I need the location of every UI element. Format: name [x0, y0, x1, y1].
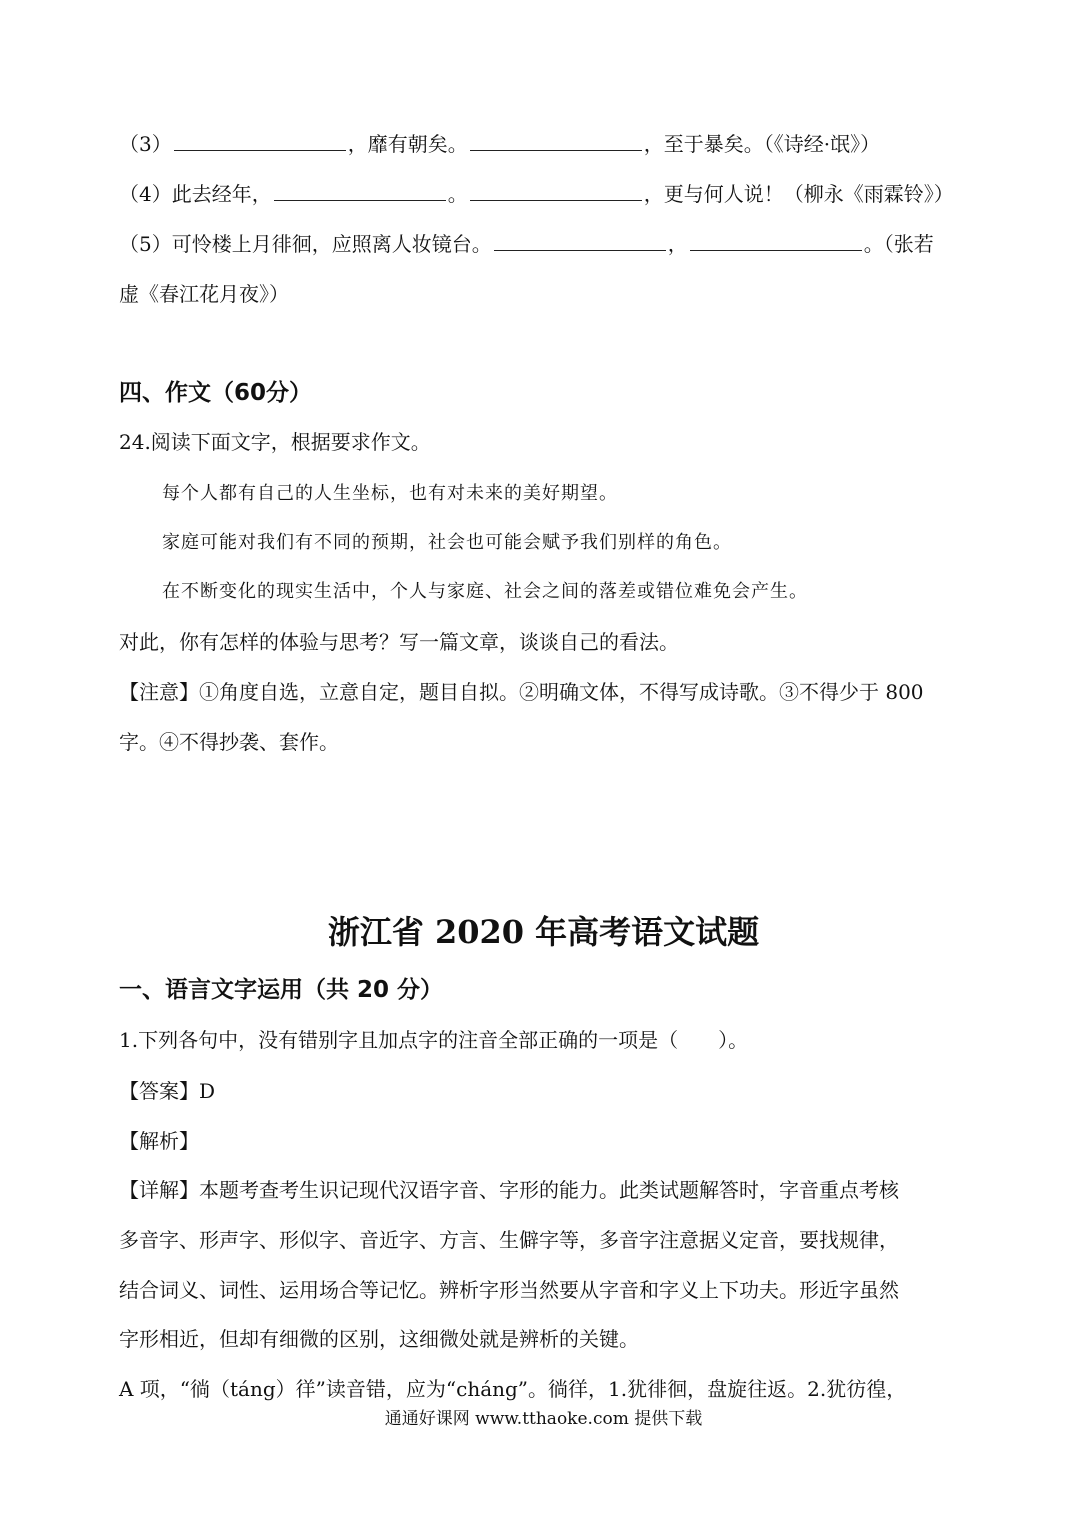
section-heading-language: 一、语言文字运用（共 20 分） [119, 977, 444, 1003]
poem-text: 。（张若 [863, 232, 934, 256]
material-paragraph: 在不断变化的现实生活中，个人与家庭、社会之间的落差或错位难免会产生。 [162, 581, 808, 602]
footer-text: 通通好课网 www.tthaoke.com 提供下载 [384, 1409, 703, 1429]
fill-in-line-5-cont: 虚《春江花月夜》） [119, 282, 289, 306]
question-1: 1.下列各句中，没有错别字且加点字的注音全部正确的一项是（ ）。 [119, 1028, 749, 1052]
detail-line: 多音字、形声字、形似字、音近字、方言、生僻字等，多音字注意据义定音，要找规律， [119, 1228, 899, 1252]
detail-line: 【详解】本题考查考生识记现代汉语字音、字形的能力。此类试题解答时，字音重点考核 [119, 1178, 899, 1202]
material-paragraph: 家庭可能对我们有不同的预期，社会也可能会赋予我们别样的角色。 [162, 532, 732, 553]
poem-text: ，靡有朝矣。 [347, 132, 468, 156]
answer-line: 【答案】D [119, 1079, 216, 1103]
detail-line: 结合词义、词性、运用场合等记忆。辨析字形当然要从字音和字义上下功夫。形近字虽然 [119, 1278, 899, 1302]
answer-blank [174, 130, 346, 151]
poem-text: ， [667, 232, 688, 256]
essay-prompt: 对此，你有怎样的体验与思考？写一篇文章，谈谈自己的看法。 [119, 630, 679, 654]
page-title: 浙江省 2020 年高考语文试题 [327, 913, 760, 951]
detail-line: 字形相近，但却有细微的区别，这细微处就是辨析的关键。 [119, 1327, 639, 1351]
fill-in-line-3 [119, 130, 969, 158]
poem-text: ，更与何人说！（柳永《雨霖铃》） [643, 182, 954, 206]
answer-blank [470, 130, 642, 151]
answer-blank [494, 230, 666, 251]
poem-text: ，至于暴矣。（《诗经·氓》） [643, 132, 881, 156]
fill-in-line-4 [119, 180, 969, 208]
answer-blank [690, 230, 862, 251]
fill-in-line-5 [119, 230, 969, 258]
poem-text: （5）可怜楼上月徘徊，应照离人妆镜台。 [119, 232, 492, 256]
answer-blank [470, 180, 642, 201]
poem-text: （4）此去经年， [119, 182, 272, 206]
essay-note-cont: 字。④不得抄袭、套作。 [119, 730, 339, 754]
essay-note: 【注意】①角度自选，立意自定，题目自拟。②明确文体，不得写成诗歌。③不得少于 800 [119, 680, 924, 704]
question-24: 24.阅读下面文字，根据要求作文。 [119, 430, 431, 454]
section-heading-essay: 四、作文（60分） [119, 380, 313, 406]
poem-text: 。 [447, 182, 468, 206]
material-paragraph: 每个人都有自己的人生坐标，也有对未来的美好期望。 [162, 483, 618, 504]
question-number: （3） [119, 132, 172, 156]
analysis-label: 【解析】 [119, 1129, 199, 1153]
answer-blank [274, 180, 446, 201]
detail-line: A 项，“徜（táng）徉”读音错，应为“cháng”。徜徉，1.犹徘徊，盘旋往返。2.犹彷徨， [119, 1377, 907, 1401]
